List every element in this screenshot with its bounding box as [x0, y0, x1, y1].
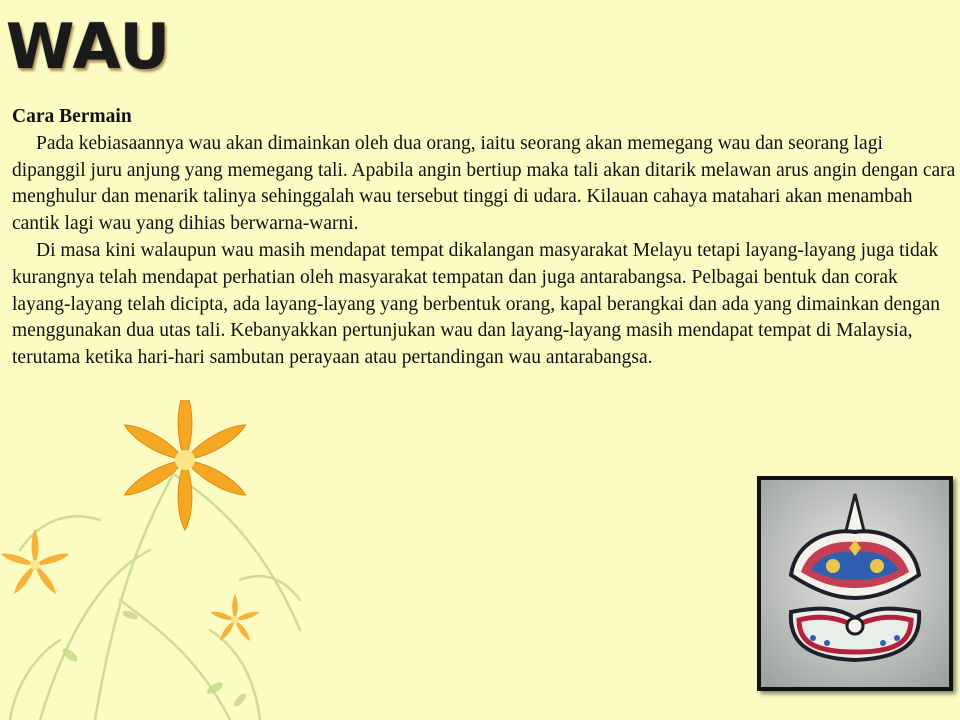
section-heading: Cara Bermain: [12, 106, 132, 127]
wau-photo: [757, 476, 953, 691]
floral-decoration-icon: [0, 400, 330, 720]
slide-title: WAU: [6, 10, 172, 83]
wau-kite-photo-icon: [761, 480, 949, 687]
body-text: [12, 104, 957, 372]
paragraph-1: Pada kebiasaannya wau akan dimainkan oleh dua orang, iaitu seorang akan memegang wau dan seorang lagi dipanggil juru anjung yang memegang tali. Apabila angin bertiup maka tali akan ditarik melawan arus angin dengan cara menghulur dan menarik talinya sehinggalah wau tersebut tinggi di udara. Kilauan cahaya matahari akan menambah cantik lagi wau yang dihias berwarna-warni.: [12, 132, 956, 235]
paragraph-2: Di masa kini walaupun wau masih mendapat tempat dikalangan masyarakat Melayu tetapi layang-layang juga tidak kurangnya telah mendapat perhatian oleh masyarakat tempatan dan juga antarabangsa. Pelbagai bentuk dan corak layang-layang telah dicipta, ada layang-layang yang berbentuk orang, kapal berangkai dan ada yang dimainkan dengan menggunakan dua utas tali. Kebanyakkan pertunjukan wau dan layang-layang masih mendapat tempat di Malaysia, terutama ketika hari-hari sambutan perayaan atau pertandingan wau antarabangsa.: [12, 239, 941, 369]
